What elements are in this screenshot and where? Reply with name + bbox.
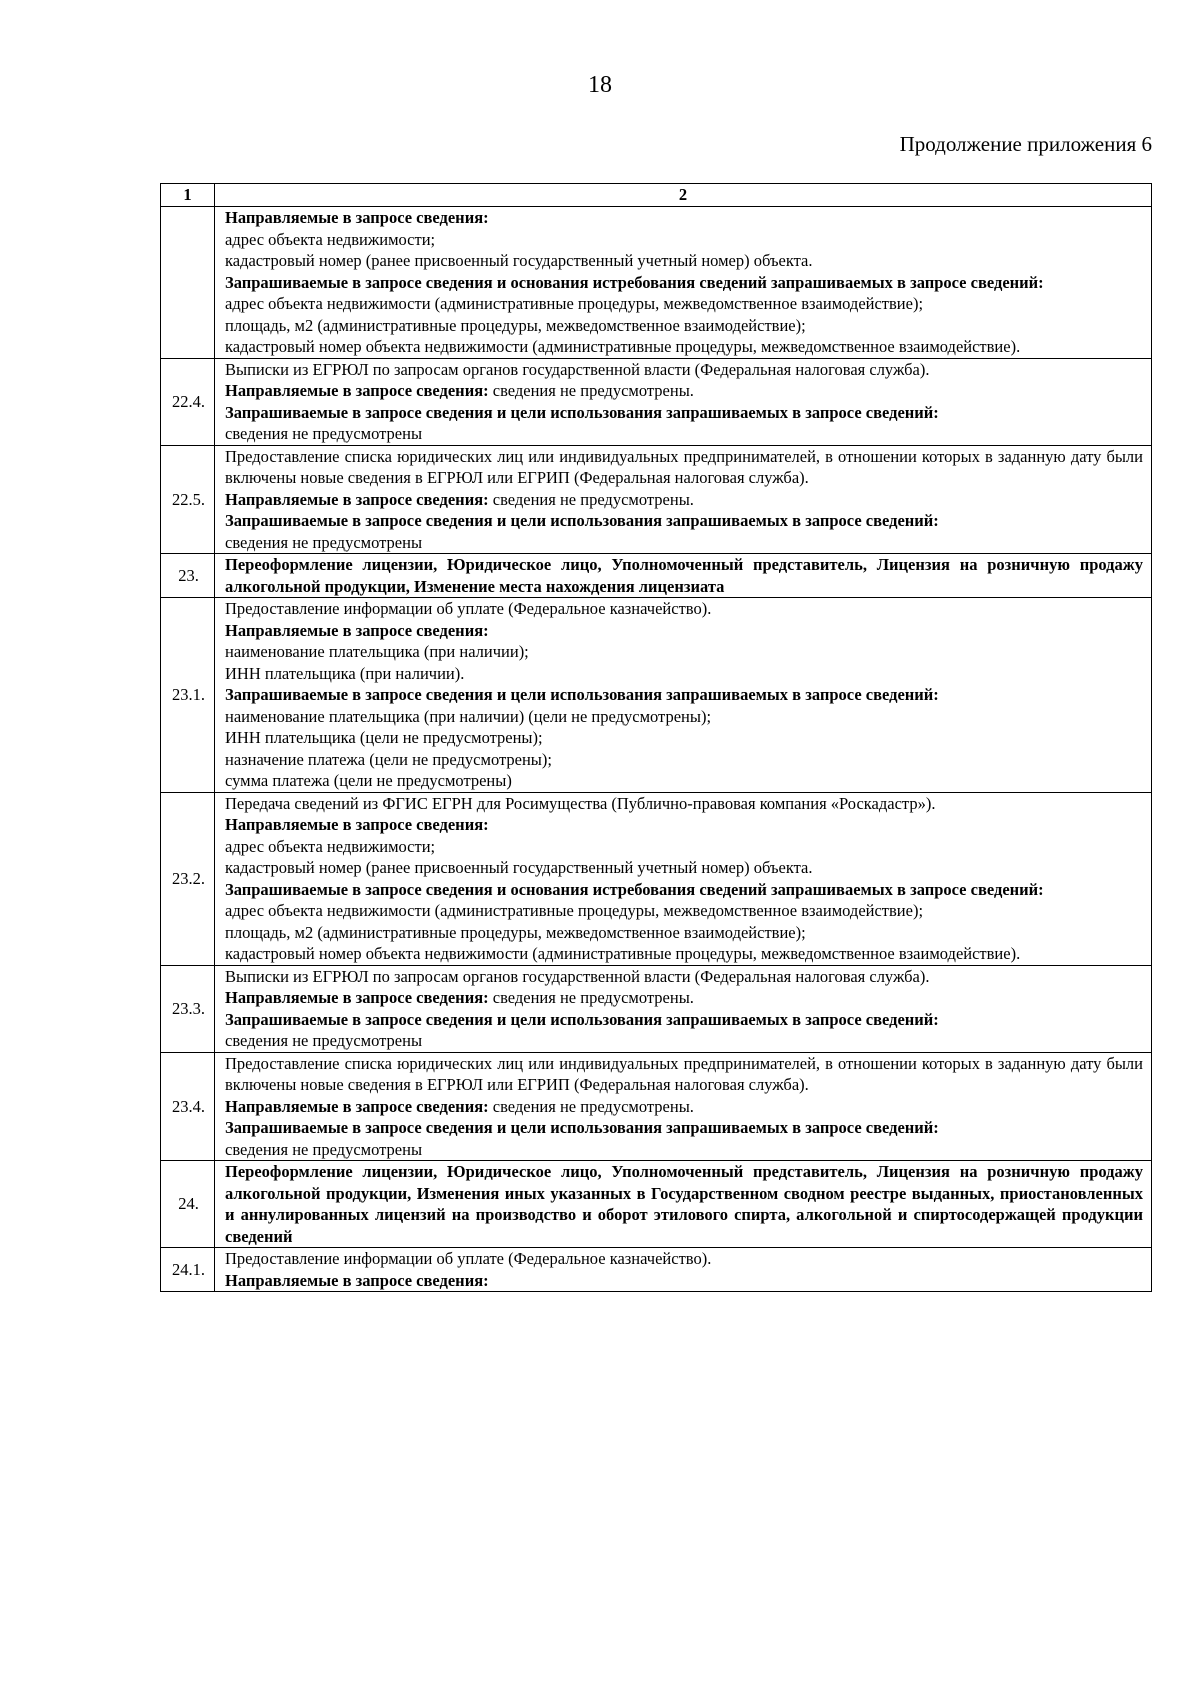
content-line xyxy=(225,770,1143,792)
row-content xyxy=(215,1052,1152,1161)
content-text: Предоставление списка юридических лиц или индивидуальных предпринимателей, в отношении которых в заданную дату были включены новые сведения в ЕГРЮЛ или ЕГРИП (Федеральная налоговая служба). xyxy=(225,446,1143,487)
content-line xyxy=(225,489,1143,511)
content-line xyxy=(225,706,1143,728)
content-heading: Направляемые в запросе сведения: xyxy=(225,489,489,509)
row-content xyxy=(215,1248,1152,1292)
content-line xyxy=(225,402,1143,424)
content-text: площадь, м2 (административные процедуры, межведомственное взаимодействие); xyxy=(225,315,806,335)
content-text: сведения не предусмотрены xyxy=(225,532,423,552)
row-content xyxy=(215,965,1152,1052)
row-content xyxy=(215,792,1152,965)
content-heading: Переоформление лицензии, Юридическое лицо, Уполномоченный представитель, Лицензия на розничную продажу алкогольной продукции, Изменение места нахождения лицензиата xyxy=(225,555,1143,596)
content-line xyxy=(225,423,1143,445)
content-line xyxy=(225,598,1143,620)
appendix-continuation-note: Продолжение приложения 6 xyxy=(899,132,1152,156)
row-content xyxy=(215,1161,1152,1248)
content-line xyxy=(225,336,1143,358)
content-line xyxy=(225,943,1143,965)
row-number xyxy=(161,207,215,359)
content-line xyxy=(225,814,1143,836)
table-row xyxy=(161,792,1152,965)
row-content xyxy=(215,358,1152,445)
content-line xyxy=(225,446,1143,489)
content-line xyxy=(225,749,1143,771)
table-row xyxy=(161,207,1152,359)
content-heading: Запрашиваемые в запросе сведения и цели использования запрашиваемых в запросе сведений: xyxy=(225,1009,939,1029)
table-body xyxy=(161,207,1152,1292)
content-line xyxy=(225,229,1143,251)
content-text: адрес объекта недвижимости; xyxy=(225,229,436,249)
column-header-2: 2 xyxy=(215,184,1152,207)
content-line xyxy=(225,857,1143,879)
content-line xyxy=(225,663,1143,685)
row-number: 23.4. xyxy=(161,1052,215,1161)
content-line xyxy=(225,1030,1143,1052)
content-text: ИНН плательщика (цели не предусмотрены); xyxy=(225,728,543,747)
content-line xyxy=(225,1270,1143,1292)
content-line xyxy=(225,510,1143,532)
content-heading: Направляемые в запросе сведения: xyxy=(225,1096,489,1116)
content-text: назначение платежа (цели не предусмотрены); xyxy=(225,749,552,769)
content-text: Предоставление информации об уплате (Федеральное казначейство). xyxy=(225,1249,712,1268)
content-line xyxy=(225,1096,1143,1118)
content-text: Выписки из ЕГРЮЛ по запросам органов государственной власти (Федеральная налоговая служба). xyxy=(225,966,930,986)
table-row xyxy=(161,554,1152,598)
content-line xyxy=(225,620,1143,642)
row-number: 23.2. xyxy=(161,792,215,965)
content-text: сведения не предусмотрены. xyxy=(488,381,694,400)
table-row xyxy=(161,1248,1152,1292)
content-line xyxy=(225,554,1143,597)
content-line xyxy=(225,1053,1143,1096)
page-number: 18 xyxy=(588,72,612,98)
content-line xyxy=(225,793,1143,815)
table-row xyxy=(161,358,1152,445)
content-text: адрес объекта недвижимости (административные процедуры, межведомственное взаимодействие); xyxy=(225,901,924,920)
content-line xyxy=(225,315,1143,337)
content-heading: Направляемые в запросе сведения: xyxy=(225,815,489,834)
content-text: Выписки из ЕГРЮЛ по запросам органов государственной власти (Федеральная налоговая служба). xyxy=(225,359,930,379)
content-line xyxy=(225,1117,1143,1139)
content-line xyxy=(225,532,1143,554)
content-line xyxy=(225,922,1143,944)
content-text: Предоставление списка юридических лиц или индивидуальных предпринимателей, в отношении которых в заданную дату были включены новые сведения в ЕГРЮЛ или ЕГРИП (Федеральная налоговая служба). xyxy=(225,1053,1143,1094)
table-row xyxy=(161,965,1152,1052)
table-row xyxy=(161,598,1152,793)
content-line xyxy=(225,966,1143,988)
content-line xyxy=(225,1161,1143,1247)
row-content xyxy=(215,207,1152,359)
table-row xyxy=(161,445,1152,554)
content-heading: Переоформление лицензии, Юридическое лицо, Уполномоченный представитель, Лицензия на розничную продажу алкогольной продукции, Изменения иных указанных в Государственном сводном реестре выданных, приостановленных и аннулированных лицензий на производство и оборот этилового спирта, алкогольной и спиртосодержащей продукции сведений xyxy=(225,1162,1143,1246)
row-number: 23.3. xyxy=(161,965,215,1052)
row-content xyxy=(215,445,1152,554)
content-text: сведения не предусмотрены xyxy=(225,1139,423,1159)
content-text: адрес объекта недвижимости; xyxy=(225,836,436,856)
content-text: кадастровый номер объекта недвижимости (административные процедуры, межведомственное взаимодействие). xyxy=(225,337,1021,356)
content-heading: Запрашиваемые в запросе сведения и основания истребования сведений запрашиваемых в запросе сведений: xyxy=(225,879,1044,899)
content-line xyxy=(225,359,1143,381)
content-line xyxy=(225,684,1143,706)
content-heading: Направляемые в запросе сведения: xyxy=(225,620,489,640)
content-line xyxy=(225,1248,1143,1270)
content-line xyxy=(225,836,1143,858)
content-text: сведения не предусмотрены. xyxy=(488,988,694,1007)
content-line xyxy=(225,380,1143,402)
content-line xyxy=(225,641,1143,663)
content-line xyxy=(225,727,1143,749)
content-line xyxy=(225,1009,1143,1031)
content-line xyxy=(225,293,1143,315)
row-number: 22.4. xyxy=(161,358,215,445)
content-line xyxy=(225,272,1143,294)
content-line xyxy=(225,207,1143,229)
content-text: сведения не предусмотрены. xyxy=(488,1096,694,1116)
table-header-row xyxy=(161,184,1152,207)
content-text: кадастровый номер объекта недвижимости (административные процедуры, межведомственное взаимодействие). xyxy=(225,944,1021,963)
content-heading: Направляемые в запросе сведения: xyxy=(225,208,489,227)
content-heading: Направляемые в запросе сведения: xyxy=(225,988,489,1007)
content-text: сведения не предусмотрены. xyxy=(488,489,694,509)
table-row xyxy=(161,1161,1152,1248)
row-number: 24. xyxy=(161,1161,215,1248)
content-text: сведения не предусмотрены xyxy=(225,424,423,443)
content-text: наименование плательщика (при наличии); xyxy=(225,642,529,661)
content-text: ИНН плательщика (при наличии). xyxy=(225,663,465,683)
content-text: наименование плательщика (при наличии) (цели не предусмотрены); xyxy=(225,706,712,726)
content-text: сведения не предусмотрены xyxy=(225,1031,423,1050)
content-text: Передача сведений из ФГИС ЕГРН для Росимущества (Публично-правовая компания «Роскадастр»). xyxy=(225,793,936,813)
content-heading: Запрашиваемые в запросе сведения и цели использования запрашиваемых в запросе сведений: xyxy=(225,1118,939,1137)
content-heading: Запрашиваемые в запросе сведения и цели использования запрашиваемых в запросе сведений: xyxy=(225,685,939,704)
row-number: 24.1. xyxy=(161,1248,215,1292)
appendix-table xyxy=(160,183,1152,1292)
content-line xyxy=(225,987,1143,1009)
row-content xyxy=(215,554,1152,598)
content-text: адрес объекта недвижимости (административные процедуры, межведомственное взаимодействие); xyxy=(225,294,924,313)
content-text: кадастровый номер (ранее присвоенный государственный учетный номер) объекта. xyxy=(225,858,813,877)
content-heading: Запрашиваемые в запросе сведения и основания истребования сведений запрашиваемых в запросе сведений: xyxy=(225,272,1044,292)
content-heading: Запрашиваемые в запросе сведения и цели использования запрашиваемых в запросе сведений: xyxy=(225,511,939,530)
content-text: площадь, м2 (административные процедуры, межведомственное взаимодействие); xyxy=(225,922,806,942)
content-heading: Запрашиваемые в запросе сведения и цели использования запрашиваемых в запросе сведений: xyxy=(225,402,939,422)
row-number: 22.5. xyxy=(161,445,215,554)
content-text: Предоставление информации об уплате (Федеральное казначейство). xyxy=(225,599,712,618)
content-line xyxy=(225,900,1143,922)
content-line xyxy=(225,250,1143,272)
row-number: 23.1. xyxy=(161,598,215,793)
row-content xyxy=(215,598,1152,793)
column-header-1: 1 xyxy=(161,184,215,207)
content-line xyxy=(225,1139,1143,1161)
content-text: кадастровый номер (ранее присвоенный государственный учетный номер) объекта. xyxy=(225,251,813,270)
table-row xyxy=(161,1052,1152,1161)
content-line xyxy=(225,879,1143,901)
content-heading: Направляемые в запросе сведения: xyxy=(225,1270,489,1290)
row-number: 23. xyxy=(161,554,215,598)
content-heading: Направляемые в запросе сведения: xyxy=(225,381,489,400)
content-text: сумма платежа (цели не предусмотрены) xyxy=(225,771,512,790)
